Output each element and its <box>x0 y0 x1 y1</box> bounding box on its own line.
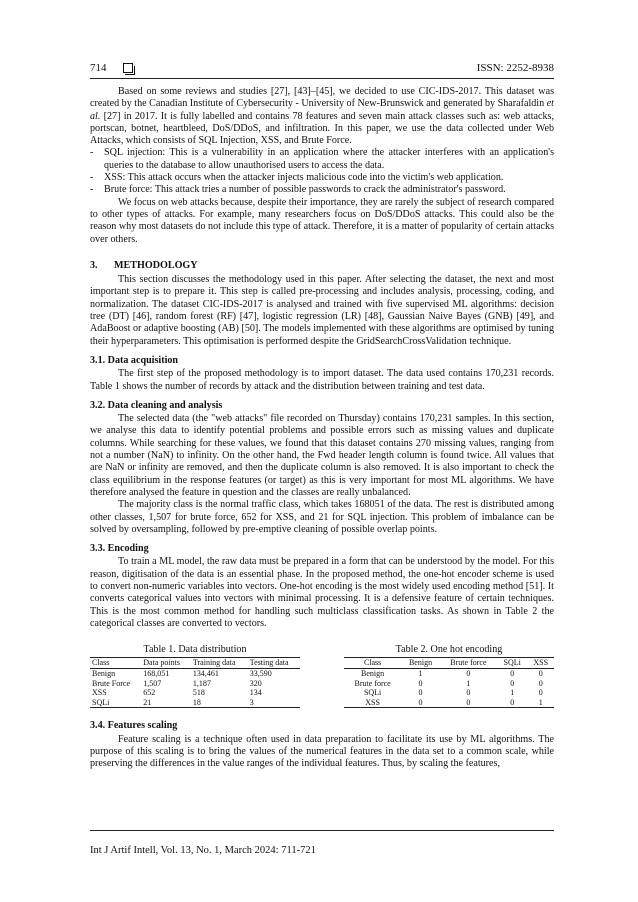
intro-paragraph-1 <box>90 86 554 147</box>
table-1-block <box>90 644 300 708</box>
intro-paragraph-2: We focus on web attacks because, despite their importance, they are rarely the subject of research compared to other types of attacks. For example, many researchers focus on DoS/DDoS attacks. This could also be the reason why most datasets do not include this type of attack. Therefore, it is a matter of popularity of certain attacks over others. <box>90 196 554 245</box>
table-cell: 1 <box>466 678 471 688</box>
table-2-block <box>344 644 554 708</box>
table-header-cell: XSS <box>527 658 554 669</box>
subsection-heading-data-acquisition: 3.1. Data acquisition <box>90 354 179 366</box>
data-cleaning-paragraph-1: The selected data (the "web attacks" file recorded on Thursday) contains 170,231 samples. In this section, we analyse this data to identify potential problems and possible errors such as missing values and duplicate columns. While searching for these values, we found that this dataset contains 270 missing values, ranging from not a number (NaN) to infinity. On the other hand, the Fwd header length column is found twice. All values that are NaN or infinity are removed, and then the duplicate column is also removed. It is also important to check the class equilibrium in the response features (or target) as this is very important for most ML algorithms. We have therefore analysed the feature in question and the classes are really unbalanced. <box>90 413 554 498</box>
header-left <box>90 62 133 74</box>
bullet-item <box>90 172 554 184</box>
subsection-heading-features-scaling: 3.4. Features scaling <box>90 720 178 732</box>
table-cell: Benign <box>361 669 385 679</box>
table-1 <box>90 657 300 708</box>
table-header-cell: Testing data <box>248 658 300 669</box>
table-header-cell: Class <box>344 658 401 669</box>
table-cell: 0 <box>538 688 543 698</box>
section-title: METHODOLOGY <box>114 259 198 271</box>
table-1-caption: Table 1. Data distribution <box>143 644 247 656</box>
intro-p1-a: Based on some reviews and studies [27], [43]–[45], we decided to use CIC-IDS-2017. This dataset was created by the Canadian Institute of Cybersecurity - University of New-Brunswick and generated by Sharafaldin <box>90 86 554 110</box>
table-cell: 1 <box>510 688 515 698</box>
table-row <box>344 679 554 689</box>
methodology-paragraph: This section discusses the methodology used in this paper. After selecting the dataset, the next and most important step is to prepare it. This step is called pre-processing and includes analysis, processing, coding, and normalization. The dataset CIC-IDS-2017 is analysed and trained with five supervised ML algorithms: decision tree (DT) [46], random forest (RF) [47], logistic regression (LR) [48], Gaussian Naive Bayes (GNB) [49], and AdaBoost or adaptive boosting (AB) [50]. The models implemented with these algorithms are optimised by tuning their hyperparameters. This optimisation is performed despite the GridSearchCrossValidation technique. <box>90 274 554 347</box>
bullet-mark: - <box>90 172 94 184</box>
bullet-item <box>90 147 554 172</box>
data-cleaning-paragraph-2: The majority class is the normal traffic class, which takes 168051 of the data. The rest is distributed among other classes, 1,507 for brute force, 652 for XSS, and 21 for SQL injection. This problem of imbalance can be solved by oversampling, followed by pre-emptive cleaning of possible overlap points. <box>90 499 554 535</box>
footer-rule <box>90 830 554 831</box>
table-2-caption: Table 2. One hot encoding <box>395 644 503 656</box>
section-number: 3. <box>90 259 98 271</box>
table-cell: 1 <box>418 669 423 679</box>
table-cell: 3 <box>248 698 300 708</box>
table-cell: 0 <box>497 698 527 708</box>
table-cell: Benign <box>92 669 116 679</box>
table-cell: 320 <box>249 678 262 688</box>
table-cell: 0 <box>538 678 543 688</box>
table-header-cell: Data points <box>141 658 191 669</box>
table-row <box>90 679 300 689</box>
bullet-mark: - <box>90 184 94 196</box>
subsection-heading-encoding: 3.3. Encoding <box>90 543 149 555</box>
table-row <box>90 698 300 708</box>
table-cell: 134,461 <box>192 669 219 679</box>
bullet-text: SQL injection: This is a vulnerability in an application where the attacker interferes with an application's queries to the database to allow unauthorised users to access the data. <box>104 147 554 171</box>
subsection-heading-data-cleaning: 3.2. Data cleaning and analysis <box>90 399 223 411</box>
table-cell: 0 <box>538 669 543 679</box>
header-rule <box>90 78 554 79</box>
table-header-cell: Brute force <box>440 658 497 669</box>
table-cell: SQLi <box>363 688 382 698</box>
table-cell: 0 <box>466 669 471 679</box>
table-cell: 33,590 <box>249 669 272 679</box>
table-cell: 0 <box>510 678 515 688</box>
table-cell: 168,051 <box>143 669 170 679</box>
section-heading-methodology <box>90 260 554 272</box>
intro-p1-etal: et al. <box>90 98 554 122</box>
page-header <box>90 60 554 76</box>
table-cell: 0 <box>510 669 515 679</box>
table-cell: 18 <box>191 698 248 708</box>
table-2 <box>344 657 554 708</box>
table-cell: 1 <box>527 698 554 708</box>
table-cell: 518 <box>192 688 205 698</box>
bullet-text: Brute force: This attack tries a number of possible passwords to crack the administrator's password. <box>104 184 506 196</box>
table-cell: Brute Force <box>92 678 130 688</box>
table-cell: 21 <box>141 698 191 708</box>
table-row <box>344 688 554 698</box>
table-cell: 0 <box>401 698 440 708</box>
table-cell: 134 <box>249 688 262 698</box>
table-cell: 652 <box>143 688 156 698</box>
page-footer: Int J Artif Intell, Vol. 13, No. 1, March 2024: 711-721 <box>90 845 316 856</box>
bullet-item <box>90 184 554 196</box>
table-cell: 0 <box>418 678 423 688</box>
table-row <box>344 669 554 679</box>
encoding-paragraph: To train a ML model, the raw data must be prepared in a form that can be understood by the model. For this reason, digitisation of the data is an essential phase. In the proposed method, the one-hot encoder scheme is used to convert non-numeric variables into vectors. One-hot encoding is the most widely used encoding method [51]. It converts categorical values into vectors with minimal processing. It is a defensive feature of certain techniques. This is the most common method for handling such multiclass classification tasks. As shown in Table 2 the categorical classes are converted to vectors. <box>90 556 554 629</box>
page-number: 714 <box>90 62 107 74</box>
issn: ISSN: 2252-8938 <box>476 62 554 74</box>
table-cell: XSS <box>92 688 107 698</box>
bullet-mark: - <box>90 147 94 159</box>
table-cell: Brute force <box>354 678 391 688</box>
table-row <box>344 698 554 708</box>
data-acquisition-paragraph: The first step of the proposed methodology is to import dataset. The data used contains 170,231 records. Table 1 shows the number of records by attack and the distribution between training and test data. <box>90 368 554 392</box>
table-header-row <box>90 658 300 669</box>
features-scaling-paragraph: Feature scaling is a technique often used in data preparation to facilitate its use by ML algorithms. The purpose of this scaling is to bring the values of the numerical features in the data set to a common scale, while preserving the differences in the value ranges of the individual features. Thus, by scaling the features, <box>90 733 554 770</box>
body-text <box>90 86 554 771</box>
tables-row <box>90 644 554 708</box>
table-header-row <box>344 658 554 669</box>
table-cell: 0 <box>418 688 423 698</box>
table-header-cell: Class <box>90 658 141 669</box>
table-cell: 0 <box>440 698 497 708</box>
table-cell: 0 <box>466 688 471 698</box>
table-cell: 1,507 <box>143 678 162 688</box>
table-header-cell: SQLi <box>497 658 527 669</box>
table-cell: XSS <box>344 698 401 708</box>
table-row <box>90 688 300 698</box>
table-cell: SQLi <box>90 698 141 708</box>
intro-p1-b: [27] in 2017. It is fully labelled and contains 78 features and seven main attack classes such as: web attacks, portscan, botnet, heartbleed, DoS/DDoS, and infiltration. In this paper, we use the data collected under Web Attacks, which consists of SQL Injection, XSS, and Brute Force. <box>90 110 554 147</box>
box-icon <box>123 63 133 73</box>
bullet-text: XSS: This attack occurs when the attacker injects malicious code into the victim's web application. <box>104 172 504 184</box>
table-header-cell: Training data <box>191 658 248 669</box>
table-row <box>90 669 300 679</box>
table-cell: 1,187 <box>192 678 211 688</box>
table-header-cell: Benign <box>401 658 440 669</box>
